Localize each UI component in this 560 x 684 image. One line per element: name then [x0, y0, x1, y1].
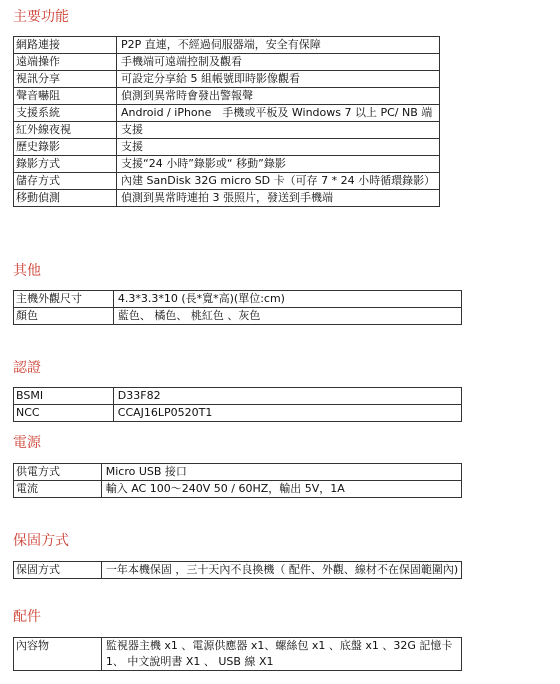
row-value: 支援 — [117, 139, 440, 156]
section-title-power: 電源 — [13, 435, 41, 451]
row-value: 監視器主機 x1 、電源供應器 x1、螺絲包 x1 、底盤 x1 、32G 記憶卡 1、 中文說明書 X1 、 USB 線 X1 — [101, 638, 461, 671]
row-value: 可設定分享給 5 組帳號即時影像觀看 — [117, 71, 440, 88]
row-value: 內建 SanDisk 32G micro SD 卡（可存 7 * 24 小時循環錄影） — [117, 173, 440, 190]
features-table — [13, 36, 440, 207]
section-title-other: 其他 — [13, 263, 41, 279]
row-value: Android / iPhone 手機或平板及 Windows 7 以上 PC/ NB 端 — [117, 105, 440, 122]
row-label: 移動偵測 — [14, 190, 117, 207]
warranty-table — [13, 561, 462, 579]
row-value: D33F82 — [113, 388, 461, 405]
table-row — [14, 638, 462, 671]
row-label: 遠端操作 — [14, 54, 117, 71]
row-value: 4.3*3.3*10 (長*寬*高)(單位:cm) — [113, 291, 461, 308]
certification-table-body — [14, 388, 462, 422]
row-label: NCC — [14, 405, 114, 422]
table-row — [14, 464, 462, 481]
power-table — [13, 463, 462, 498]
row-value: 藍色、 橘色、 桃紅色 、灰色 — [113, 308, 461, 325]
accessories-table-body — [14, 638, 462, 671]
row-label: 聲音嚇阻 — [14, 88, 117, 105]
table-row — [14, 173, 440, 190]
row-value: 輸入 AC 100～240V 50 / 60HZ，輸出 5V，1A — [101, 481, 461, 498]
table-row — [14, 291, 462, 308]
row-label: 顏色 — [14, 308, 114, 325]
row-label: 主機外觀尺寸 — [14, 291, 114, 308]
row-value: 支援 — [117, 122, 440, 139]
row-label: 供電方式 — [14, 464, 102, 481]
row-value: CCAJ16LP0520T1 — [113, 405, 461, 422]
row-label: 紅外線夜視 — [14, 122, 117, 139]
row-label: 支援系統 — [14, 105, 117, 122]
row-label: BSMI — [14, 388, 114, 405]
table-row — [14, 122, 440, 139]
table-row — [14, 139, 440, 156]
table-row — [14, 54, 440, 71]
row-value: 支援“24 小時”錄影或“ 移動”錄影 — [117, 156, 440, 173]
table-row — [14, 388, 462, 405]
row-label: 保固方式 — [14, 562, 102, 579]
section-title-warranty: 保固方式 — [13, 533, 69, 549]
other-table — [13, 290, 462, 325]
table-row — [14, 37, 440, 54]
warranty-table-body — [14, 562, 462, 579]
row-label: 錄影方式 — [14, 156, 117, 173]
certification-table — [13, 387, 462, 422]
other-table-body — [14, 291, 462, 325]
table-row — [14, 156, 440, 173]
row-label: 內容物 — [14, 638, 102, 671]
table-row — [14, 71, 440, 88]
table-row — [14, 308, 462, 325]
table-row — [14, 88, 440, 105]
row-value: P2P 直連，不經過伺服器端，安全有保障 — [117, 37, 440, 54]
table-row — [14, 405, 462, 422]
row-value: 偵測到異常時會發出警報聲 — [117, 88, 440, 105]
features-table-body — [14, 37, 440, 207]
row-label: 電流 — [14, 481, 102, 498]
row-label: 歷史錄影 — [14, 139, 117, 156]
row-label: 視訊分享 — [14, 71, 117, 88]
row-label: 網路連接 — [14, 37, 117, 54]
table-row — [14, 481, 462, 498]
row-value: 手機端可遠端控制及觀看 — [117, 54, 440, 71]
row-label: 儲存方式 — [14, 173, 117, 190]
row-value: 偵測到異常時連拍 3 張照片，發送到手機端 — [117, 190, 440, 207]
row-value: Micro USB 接口 — [101, 464, 461, 481]
table-row — [14, 105, 440, 122]
section-title-accessories: 配件 — [13, 609, 41, 625]
table-row — [14, 562, 462, 579]
accessories-table — [13, 637, 462, 671]
row-value: 一年本機保固 ，三十天內不良換機（ 配件、外觀、線材不在保固範圍內) — [101, 562, 461, 579]
power-table-body — [14, 464, 462, 498]
section-title-certification: 認證 — [13, 360, 41, 376]
table-row — [14, 190, 440, 207]
section-title-features: 主要功能 — [13, 9, 69, 25]
